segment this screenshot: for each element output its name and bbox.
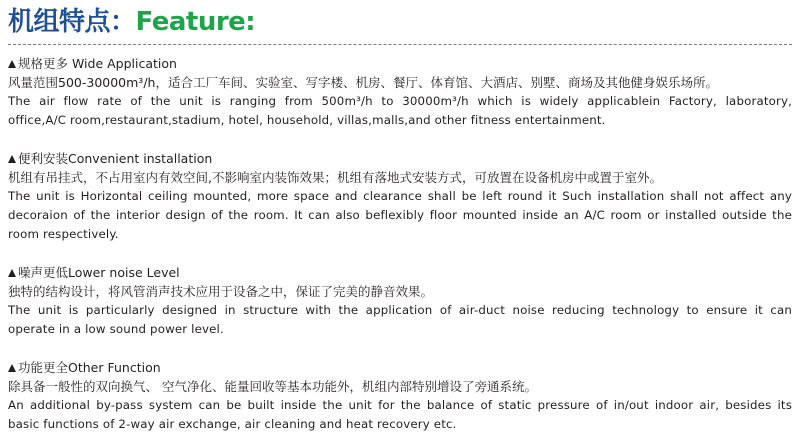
feature-lower-noise	[8, 263, 792, 339]
triangle-bullet-icon	[8, 60, 16, 68]
page-title	[8, 4, 255, 40]
feature-english-line: operate in a low sound power level.	[8, 322, 224, 336]
triangle-bullet-icon	[8, 364, 16, 372]
feature-heading	[8, 263, 792, 282]
feature-chinese-text: 独特的结构设计，将风管消声技术应用于设备之中，保证了完美的静音效果。	[8, 284, 434, 299]
title-chinese: 机组特点：	[8, 7, 136, 37]
feature-heading-text: 功能更全Other Function	[18, 360, 161, 375]
feature-list	[8, 54, 792, 434]
feature-heading-text: 便利安装Convenient installation	[18, 151, 213, 166]
title-divider	[8, 44, 792, 45]
feature-heading	[8, 54, 792, 73]
feature-heading	[8, 149, 792, 168]
feature-convenient-installation	[8, 149, 792, 244]
feature-other-function	[8, 358, 792, 434]
feature-english-line: The unit is particularly designed in structure with the application of air-duct noise reducing technology to ensure it can	[8, 303, 792, 317]
feature-english-line: The air flow rate of the unit is ranging from 500m³/h to 30000m³/h which is widely applicablein Factory, laboratory,	[8, 94, 792, 108]
feature-wide-application	[8, 54, 792, 130]
title-english: Feature:	[135, 7, 256, 37]
feature-heading	[8, 358, 792, 377]
feature-english-line: An additional by-pass system can be built inside the unit for the balance of static pressure of in/out indoor air, besides its	[8, 398, 792, 412]
feature-english-line: The unit is Horizontal ceiling mounted, more space and clearance shall be left round it Such installation shall not affect any	[8, 189, 792, 203]
feature-english-line: office,A/C room,restaurant,stadium, hotel, household, villas,malls,and other fitness entertainment.	[8, 113, 606, 127]
feature-heading-text: 规格更多 Wide Application	[18, 56, 177, 71]
triangle-bullet-icon	[8, 269, 16, 277]
feature-chinese-text: 风量范围500-30000m³/h，适合工厂车间、实验室、写字楼、机房、餐厅、体育馆、大酒店、别墅、商场及其他健身娱乐场所。	[8, 75, 718, 90]
feature-english-line: room respectively.	[8, 227, 119, 241]
triangle-bullet-icon	[8, 155, 16, 163]
feature-chinese-text: 除具备一般性的双向换气、 空气净化、能量回收等基本功能外，机组内部特别增设了旁通系统。	[8, 379, 537, 394]
feature-heading-text: 噪声更低Lower noise Level	[18, 265, 180, 280]
feature-english-line: basic functions of 2-way air exchange, air cleaning and heat recovery etc.	[8, 417, 457, 431]
feature-english-line: decoraion of the interior design of the room. It can also beflexibly floor mounted inside an A/C room or installed outside the	[8, 208, 792, 222]
feature-chinese-text: 机组有吊挂式，不占用室内有效空间,不影响室内装饰效果；机组有落地式安装方式，可放置在设备机房中或置于室外。	[8, 170, 662, 185]
